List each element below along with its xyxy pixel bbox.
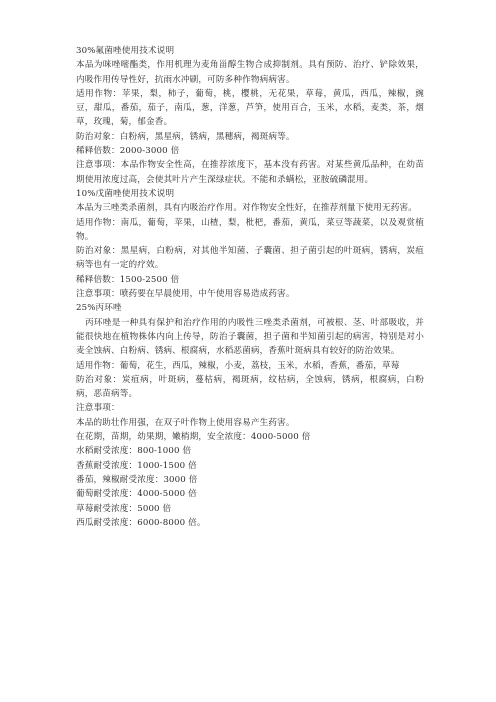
paragraph-notes: 本品的助壮作用强，在双子叶作物上使用容易产生药害。 bbox=[76, 417, 295, 428]
paragraph-watermelon-tolerance: 西瓜耐受浓度：6000-8000 倍。 bbox=[76, 517, 206, 528]
paragraph-notes: 注意事项：本品作物安全性高，在推荐浓度下，基本没有药害。对某些黄瓜品种，在幼苗期使用浓度过高，会使其叶片产生深绿症状。不能和杀螨松，亚胺硫磷混用。 bbox=[76, 160, 424, 185]
section-title-triflumizole: 30%氟菌唑使用技术说明 bbox=[76, 46, 175, 56]
paragraph-notes-heading: 注意事项： bbox=[76, 403, 120, 414]
paragraph-mechanism: 丙环唑是一种具有保护和治疗作用的内吸性三唑类杀菌剂，可被根、茎、叶部吸收，并能很快地在植物株体内向上传导，防治子囊菌，担子菌和半知菌引起的病害，特别是对小麦全蚀病、白粉病、锈病、根腐病，水稻恶菌病，香蕉叶斑病具有较好的防治效果。 bbox=[76, 317, 424, 357]
paragraph-notes: 注意事项：喷药要在早晨使用，中午使用容易造成药害。 bbox=[76, 289, 295, 300]
paragraph-tomato-pepper-tolerance: 番茄，辣椒耐受浓度：3000 倍 bbox=[76, 474, 198, 485]
document-body bbox=[76, 44, 424, 530]
paragraph-banana-tolerance: 香蕉耐受浓度：1000-1500 倍 bbox=[76, 460, 197, 471]
paragraph-crops: 适用作物：葡萄，花生，西瓜，辣椒，小麦，荔枝，玉米，水稻，香蕉，番茄，草莓 bbox=[76, 360, 400, 371]
paragraph-dilution: 稀释倍数：1500-2500 倍 bbox=[76, 274, 180, 285]
section-title-penconazole: 10%戊菌唑使用技术说明 bbox=[76, 188, 175, 199]
paragraph-grape-tolerance: 葡萄耐受浓度：4000-5000 倍 bbox=[76, 489, 197, 500]
paragraph-mechanism: 本品为三唑类杀菌剂，具有内吸治疗作用。对作物安全性好，在推荐剂量下使用无药害。 bbox=[76, 203, 418, 214]
section-title-propiconazole: 25%丙环唑 bbox=[76, 303, 122, 314]
paragraph-rice-tolerance: 水稻耐受浓度：800-1000 倍 bbox=[76, 446, 192, 457]
paragraph-crops: 适用作物：南瓜，葡萄，苹果，山楂，梨，枇杷，番茄，黄瓜，菜豆等蔬菜，以及观赏植物。 bbox=[76, 217, 424, 242]
paragraph-strawberry-tolerance: 草莓耐受浓度：5000 倍 bbox=[76, 503, 172, 514]
paragraph-targets: 防治对象：白粉病，黑星病，锈病，黑穗病，褐斑病等。 bbox=[76, 131, 295, 142]
paragraph-dilution: 稀释倍数：2000-3000 倍 bbox=[76, 146, 180, 157]
paragraph-mechanism: 本品为咪唑嘧酯类，作用机理为麦角甾醇生物合成抑制剂。具有预防、治疗、铲除效果，内吸作用传导性好，抗雨水冲刷，可防多种作物病病害。 bbox=[76, 60, 424, 85]
paragraph-targets: 防治对象：黑星病，白粉病，对其他半知菌、子囊菌、担子菌引起的叶斑病，锈病，炭疽病等也有一定的疗效。 bbox=[76, 246, 424, 271]
paragraph-targets: 防治对象：炭疽病，叶斑病，蔓枯病，褐斑病，纹枯病，全蚀病，锈病，根腐病，白粉病，恶苗病等。 bbox=[76, 374, 424, 400]
paragraph-safe-concentration: 在花期，苗期，幼果期，嫩梢期，安全浓度：4000-5000 倍 bbox=[76, 432, 311, 443]
paragraph-crops: 适用作物：苹果，梨，柿子，葡萄，桃，樱桃，无花果，草莓，黄瓜，西瓜，辣椒，豌豆，甜瓜，番茄，茄子，南瓜，葱，洋葱，芦笋，使用百合，玉米，水稻，麦类，茶，烟草，玫瑰，菊，郁金香。 bbox=[76, 88, 424, 128]
